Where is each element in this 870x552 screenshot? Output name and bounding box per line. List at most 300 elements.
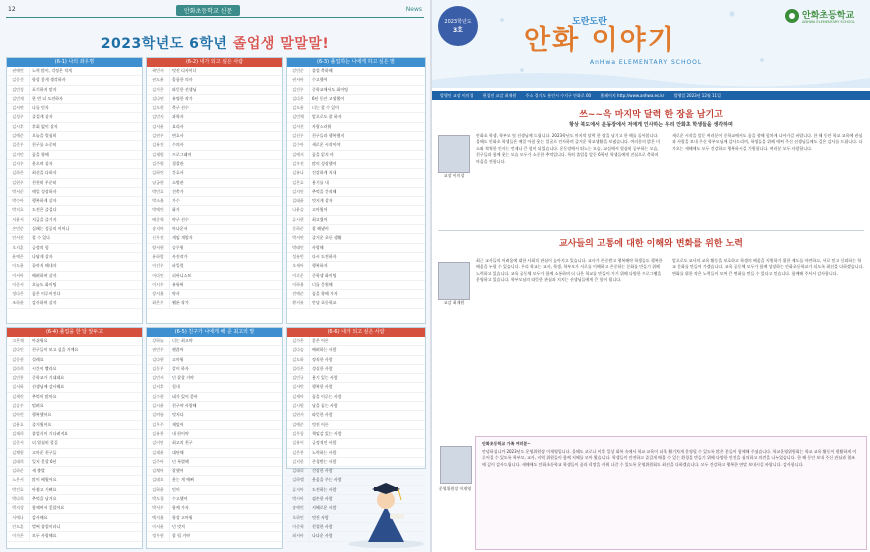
student-name: 이가은: [7, 532, 30, 540]
message-row: [7, 383, 142, 392]
message-row: [287, 216, 425, 225]
principal-caption: 교장 이미경: [443, 173, 465, 178]
student-message: 나답게 살자: [32, 253, 53, 259]
student-name: 김동우: [147, 365, 170, 373]
message-row: [287, 188, 425, 197]
student-name: 성유빈: [287, 253, 310, 261]
message-row: [7, 141, 142, 150]
message-row: [287, 104, 425, 113]
message-row: [287, 244, 425, 253]
message-row: [287, 430, 425, 439]
message-box-title: (6-5) 친구가 나에게 해 준 최고의 말: [147, 328, 282, 337]
student-message: 경찰관: [172, 160, 184, 166]
student-message: 친절한 사람: [312, 523, 333, 529]
student-name: 김나연: [147, 95, 170, 103]
article1-title: 쓰~~윽 마지막 달력 한 장을 남기고: [579, 110, 723, 120]
student-name: 박서준: [7, 188, 30, 196]
student-name: 이도윤: [7, 262, 30, 270]
student-message: 앞으로도 잘 하자: [312, 114, 342, 120]
student-message: 설레요: [32, 356, 44, 362]
message-row: [287, 151, 425, 160]
student-message: 6년 동안 고생했어: [312, 95, 345, 101]
student-message: 할 수 있다: [32, 235, 50, 241]
student-message: 건강하게 지내: [312, 170, 337, 176]
student-message: 친구야 사랑해: [172, 403, 197, 409]
homepage: 홈페이지 http://www.anhwa.es.kr: [600, 93, 665, 98]
student-name: 유하람: [147, 253, 170, 261]
message-row: [147, 421, 282, 430]
message-row: [7, 411, 142, 420]
message-row: [287, 356, 425, 365]
student-message: 겸손한 사람: [312, 496, 333, 502]
student-message: 지혜로운 사람: [312, 505, 337, 511]
student-message: 훌륭한 의사: [172, 77, 193, 83]
student-name: 김도현: [147, 104, 170, 112]
student-message: 나를 믿자: [32, 105, 49, 111]
student-message: 건강한 사람: [312, 468, 333, 474]
message-row: [287, 299, 425, 308]
message-row: [7, 449, 142, 458]
student-message: 프로그래머: [172, 151, 192, 157]
student-message: 많이 성장했어: [312, 160, 337, 166]
student-message: 최고의 친구: [172, 440, 193, 446]
vice-principal-photo: [438, 262, 470, 300]
student-name: 김예준: [287, 421, 310, 429]
message-row: [147, 486, 282, 495]
message-row: [7, 197, 142, 206]
student-name: 김라희: [7, 365, 30, 373]
message-row: [147, 179, 282, 188]
message-row: [287, 123, 425, 132]
student-name: 김은찬: [287, 449, 310, 457]
student-name: 이서윤: [147, 523, 170, 531]
student-message: 도전은 즐겁다: [32, 207, 57, 213]
message-row: [147, 104, 282, 113]
student-message: 멋지게 살자: [312, 198, 333, 204]
student-message: 중학교가 기대돼요: [32, 375, 65, 381]
student-message: 감사하며 살자: [32, 300, 57, 306]
student-name: 최서아: [287, 532, 310, 540]
student-message: 수고했어: [312, 77, 328, 83]
message-row: [287, 95, 425, 104]
student-name: 문하준: [287, 225, 310, 233]
school-logo: [784, 6, 864, 30]
message-row: [7, 486, 142, 495]
student-name: 김민채: [287, 113, 310, 121]
message-box: [286, 57, 426, 324]
student-name: 김우림: [287, 430, 310, 438]
student-name: 박건호: [7, 486, 30, 494]
student-message: 중학생 화이팅: [312, 272, 337, 278]
student-message: 변호사: [172, 133, 184, 139]
student-message: 책임감 있는 사람: [312, 430, 342, 436]
student-name: 서윤서: [7, 216, 30, 224]
student-message: 잊지 못할 6년: [32, 458, 57, 464]
student-name: 오지훈: [7, 244, 30, 252]
message-row: [147, 402, 282, 411]
student-name: 김여름: [147, 411, 170, 419]
message-row: [287, 411, 425, 420]
student-name: 김지민: [7, 151, 30, 159]
student-name: 강민준: [287, 67, 310, 75]
student-message: 용기 있는 사람: [312, 375, 338, 381]
message-row: [287, 365, 425, 374]
message-row: [7, 76, 142, 85]
student-name: 권민우: [147, 346, 170, 354]
student-name: 박서연: [287, 234, 310, 242]
student-name: 김예준: [7, 132, 30, 140]
student-name: 김연우: [147, 132, 170, 140]
student-name: 안도훈: [7, 523, 30, 531]
message-box-title: (6-3) 졸업하는 나에게 하고 싶은 말: [287, 58, 425, 67]
student-name: 이준혁: [287, 523, 310, 531]
student-name: 김하윤: [147, 486, 170, 494]
issue-badge: [438, 6, 478, 46]
student-message: 아쉽고 기뻐요: [32, 486, 57, 492]
message-box: [146, 327, 283, 549]
message-row: [147, 374, 282, 383]
student-message: 시간이 빨라요: [32, 365, 57, 371]
message-row: [147, 439, 282, 448]
message-box-title: (6-1) 나의 좌우명: [7, 58, 142, 67]
student-name: 김민찬: [7, 374, 30, 382]
message-row: [7, 430, 142, 439]
message-row: [287, 458, 425, 467]
issue-year: 2023학년도: [444, 19, 472, 25]
message-box-title: (6-2) 내가 되고 싶은 사람: [147, 58, 282, 67]
student-message: 넌 잘할 거야: [172, 375, 194, 381]
message-row: [7, 234, 142, 243]
message-row: [147, 253, 282, 262]
student-message: 추억이 많아요: [32, 393, 57, 399]
student-name: 박수아: [7, 197, 30, 205]
student-message: 함께 가자: [172, 505, 189, 511]
message-row: [7, 299, 142, 308]
message-row: [7, 504, 142, 513]
message-row: [147, 197, 282, 206]
message-row: [287, 449, 425, 458]
student-message: 배려하며 살자: [32, 272, 57, 278]
message-row: [147, 365, 282, 374]
student-message: 간호사: [172, 170, 184, 176]
student-name: 서예나: [7, 514, 30, 522]
message-row: [7, 281, 142, 290]
student-name: 김준서: [7, 439, 30, 447]
message-row: [7, 253, 142, 262]
student-message: 즐겁게 살자: [32, 114, 53, 120]
message-row: [7, 290, 142, 299]
message-row: [147, 476, 282, 485]
page-title-main: 2023학년도 6학년: [100, 36, 233, 52]
message-row: [7, 95, 142, 104]
message-row: [7, 467, 142, 476]
student-message: 더 열심히 할걸: [32, 440, 58, 446]
student-name: 이시우: [147, 281, 170, 289]
student-name: 김승우: [7, 402, 30, 410]
student-message: 꿈을 잃지 마: [312, 151, 334, 157]
message-row: [7, 374, 142, 383]
student-name: 김다온: [287, 95, 310, 103]
student-name: 김수현: [147, 393, 170, 401]
student-message: 잘 해냈어: [312, 226, 329, 232]
student-name: 전예준: [287, 290, 310, 298]
message-row: [287, 262, 425, 271]
student-message: 약사: [172, 291, 180, 297]
student-name: 김이안: [147, 439, 170, 447]
student-message: 유명한 작가: [172, 95, 193, 101]
info-bar: [432, 91, 870, 100]
student-message: 실패는 성공의 어머니: [32, 226, 70, 232]
student-name: 송예린: [287, 504, 310, 512]
student-name: 김시원: [287, 402, 310, 410]
student-name: 나윤슬: [287, 206, 310, 214]
committee-chair-caption: 운영위원장 이재영: [438, 486, 472, 491]
message-row: [7, 439, 142, 448]
student-message: 성실한 사람: [312, 365, 333, 371]
student-name: 김유진: [147, 141, 170, 149]
masthead-title: 안화 이야기: [524, 25, 676, 56]
message-row: [147, 299, 282, 308]
message-row: [287, 160, 425, 169]
student-name: 김준우: [7, 141, 30, 149]
student-message: 너를 응원해: [312, 281, 333, 287]
message-row: [147, 411, 282, 420]
message-row: [147, 160, 282, 169]
message-row: [287, 206, 425, 215]
student-name: 김다인: [7, 346, 30, 354]
student-name: 류시현: [287, 216, 310, 224]
message-row: [7, 514, 142, 523]
message-row: [147, 504, 282, 513]
message-row: [147, 495, 282, 504]
student-message: 최고였어: [312, 216, 328, 222]
student-message: 꿈을 향해: [32, 151, 49, 157]
student-message: 함께여서 좋았어요: [32, 505, 65, 511]
student-name: 김하은: [7, 169, 30, 177]
message-row: [7, 244, 142, 253]
student-name: 신우진: [147, 234, 170, 242]
message-row: [7, 179, 142, 188]
message-row: [147, 206, 282, 215]
student-message: 꿈은 이루어진다: [32, 291, 61, 297]
left-page: [0, 0, 430, 552]
page-title-accent: 졸업생 말말말!: [232, 36, 330, 52]
masthead-subtitle: 도란도란: [572, 17, 607, 27]
student-message: 감사해요: [32, 514, 48, 520]
principal-photo: [438, 135, 470, 173]
letter-greeting: 안화초등학교 가족 여러분~: [482, 441, 531, 446]
student-name: 류지아: [287, 486, 310, 494]
message-row: [7, 151, 142, 160]
student-message: 도전하는 사람: [312, 486, 337, 492]
message-row: [287, 337, 425, 346]
student-message: 꿈을 이루는 사람: [312, 393, 342, 399]
header-rule: [6, 17, 424, 18]
message-row: [287, 383, 425, 392]
student-message: 정직한 사람: [312, 356, 333, 362]
student-message: 선생님께 감사해요: [32, 384, 65, 390]
student-message: 노력 많이, 걱정은 적게: [32, 68, 72, 73]
student-name: 김라온: [287, 365, 310, 373]
student-name: 김가온: [287, 337, 310, 345]
student-name: 김지한: [287, 458, 310, 466]
student-message: 좋은 어른: [312, 338, 329, 343]
student-message: 가수: [172, 198, 180, 204]
student-message: 항상 고마워: [172, 514, 193, 520]
student-message: 행복하게 살자: [32, 198, 57, 204]
student-message: 노력하는 사람: [312, 449, 337, 455]
student-name: 김선우: [287, 132, 310, 140]
message-row: [147, 383, 282, 392]
student-name: 박지성: [7, 504, 30, 512]
student-name: 박서우: [147, 504, 170, 512]
student-message: 승무원: [172, 244, 184, 250]
student-name: 김유찬: [147, 430, 170, 438]
message-row: [287, 132, 425, 141]
student-name: 김동건: [7, 76, 30, 84]
student-name: 박도경: [147, 495, 170, 503]
message-box: [6, 327, 143, 549]
message-row: [287, 67, 425, 76]
student-name: 안서진: [7, 234, 30, 242]
student-name: 김유이: [287, 439, 310, 447]
student-name: 김주원: [147, 160, 170, 168]
message-row: [147, 95, 282, 104]
student-message: 소방관: [172, 179, 184, 185]
page-number: 12: [8, 6, 16, 13]
article1-subtitle: 항상 북도에서 운동장에서 저에게 인사하는 우리 안화초 학생들을 생각하며: [569, 122, 733, 128]
student-message: 떨려요: [32, 403, 44, 409]
student-message: 즐거웠어요: [32, 421, 52, 427]
student-message: 오늘도 화이팅: [32, 281, 57, 287]
message-row: [287, 346, 425, 355]
student-message: 따뜻한 선생님: [172, 86, 197, 92]
student-message: 수의사: [172, 142, 184, 148]
student-name: 김서빈: [287, 383, 310, 391]
student-message: 즐거운 초등 생활: [312, 235, 342, 241]
student-name: 김민지: [147, 113, 170, 121]
issue-number: 3호: [453, 27, 463, 34]
student-message: 행복한 사람: [312, 384, 333, 390]
student-message: 고마웠어: [312, 207, 328, 213]
student-message: 안녕 초등학교: [312, 300, 337, 306]
message-box: [286, 327, 426, 539]
student-name: 김도하: [287, 356, 310, 364]
student-name: 김서윤: [147, 123, 170, 131]
student-name: 김태리: [287, 467, 310, 475]
student-message: 따뜻한 사람: [312, 412, 333, 418]
message-row: [287, 393, 425, 402]
student-name: 김채아: [147, 467, 170, 475]
student-name: 김다현: [147, 356, 170, 364]
message-row: [147, 67, 282, 76]
student-name: 김하린: [147, 169, 170, 177]
student-name: 김건우: [287, 86, 310, 94]
message-box-title: (6-6) 내가 되고 싶은 사람: [287, 328, 425, 337]
message-row: [147, 151, 282, 160]
student-name: 김세린: [7, 393, 30, 401]
student-message: 행복했어요: [32, 412, 52, 418]
student-message: 긍정적인 사람: [312, 440, 337, 446]
student-name: 김가은: [147, 86, 170, 94]
student-name: 이서아: [7, 272, 30, 280]
message-row: [7, 188, 142, 197]
message-row: [7, 346, 142, 355]
message-row: [287, 421, 425, 430]
student-message: 수고했어: [172, 496, 188, 502]
student-message: 새 출발: [32, 468, 45, 474]
student-message: 재밌어: [172, 421, 184, 427]
message-row: [147, 337, 282, 346]
student-name: 정다은: [7, 290, 30, 298]
student-name: 김민재: [7, 95, 30, 103]
message-row: [147, 123, 282, 132]
student-name: 황지유: [287, 299, 310, 307]
message-row: [147, 467, 282, 476]
student-message: 피아니스트: [172, 272, 192, 278]
message-row: [147, 86, 282, 95]
message-row: [287, 86, 425, 95]
student-message: 끝까지 해내자: [32, 263, 57, 269]
student-name: 권서아: [287, 76, 310, 84]
message-row: [287, 272, 425, 281]
student-message: 게임 개발자: [172, 235, 193, 241]
student-name: 남궁현: [147, 179, 170, 187]
message-row: [287, 169, 425, 178]
issue-date: 발행일 2023년 12월 11일: [673, 93, 721, 98]
school-name-english: ANHWA ELEMENTARY SCHOOL: [802, 20, 856, 24]
student-name: 김연서: [287, 411, 310, 419]
student-name: 이건우: [147, 262, 170, 270]
message-row: [7, 67, 142, 76]
student-message: 추억을 간직해: [312, 188, 337, 194]
student-message: 힘내: [172, 384, 180, 390]
student-name: 이로운: [287, 272, 310, 280]
student-message: 같이 하자: [172, 365, 189, 371]
message-row: [7, 225, 142, 234]
student-name: 김동현: [7, 356, 30, 364]
message-row: [147, 132, 282, 141]
message-row: [7, 365, 142, 374]
student-name: 김도윤: [287, 104, 310, 112]
masthead-english: AnHwa ELEMENTARY SCHOOL: [590, 59, 703, 66]
page-title: [0, 33, 430, 53]
student-message: 잘 될 거야: [172, 533, 190, 539]
student-message: 지금을 즐기자: [32, 216, 57, 222]
article-separator: [438, 230, 864, 231]
message-row: [147, 393, 282, 402]
message-box: [6, 57, 143, 324]
article2-col1: 최근 교사들의 어려움에 대한 사회적 관심이 높아지고 있습니다. 교사가 존중받고 행복해야 학생들도 행복한 배움을 누릴 수 있습니다. 우리 학교는 교사, 학생, 학부모가 서로를 이해하고 존중하는 문화를 만들기 위해 노력하고 있습니다. 교육 공동체 모두가 함께 소통하며 더 나은 학교를 만들어 가기 위해 다양한 프로그램을 운영하고 있습니다. 학부모님의 따뜻한 관심과 지지는 선생님들에게 큰 힘이 됩니다.: [476, 258, 663, 283]
student-name: 김민규: [287, 374, 310, 382]
message-row: [287, 402, 425, 411]
message-row: [147, 290, 282, 299]
student-name: 조하윤: [7, 299, 30, 307]
student-message: 한 번 더 도전하자: [32, 95, 63, 101]
article1-col1: 안화초 학생, 학부모 및 선생님께 드립니다. 2023학년도 마지막 달력 한 장을 남기고 한 해를 돌아봅니다. 올해도 안화초 학생들은 매일 아침 웃는 얼굴로 인사하며 즐거운 학교생활을 보냈습니다. 여러분의 밝은 미소와 씩씩한 인사는 언제나 큰 힘이 되었습니다. 운동장에서 뛰노는 모습, 교실에서 열심히 공부하는 모습, 친구들과 함께 웃는 모습 모두가 소중한 추억입니다. 특히 졸업을 앞둔 6학년 학생들에게 진심으로 축하의 마음을 전합니다.: [476, 133, 660, 164]
student-message: 잘했어: [172, 468, 184, 474]
student-name: 김세아: [287, 393, 310, 401]
student-name: 김예서: [287, 151, 310, 159]
message-row: [7, 356, 142, 365]
student-message: 넌 특별해: [172, 458, 189, 464]
student-name: 이하율: [287, 281, 310, 289]
student-name: 김우주: [147, 421, 170, 429]
student-message: 나다운 사람: [312, 533, 333, 539]
message-row: [287, 281, 425, 290]
student-name: 권도윤: [147, 76, 170, 84]
student-name: 김태희: [7, 458, 30, 466]
